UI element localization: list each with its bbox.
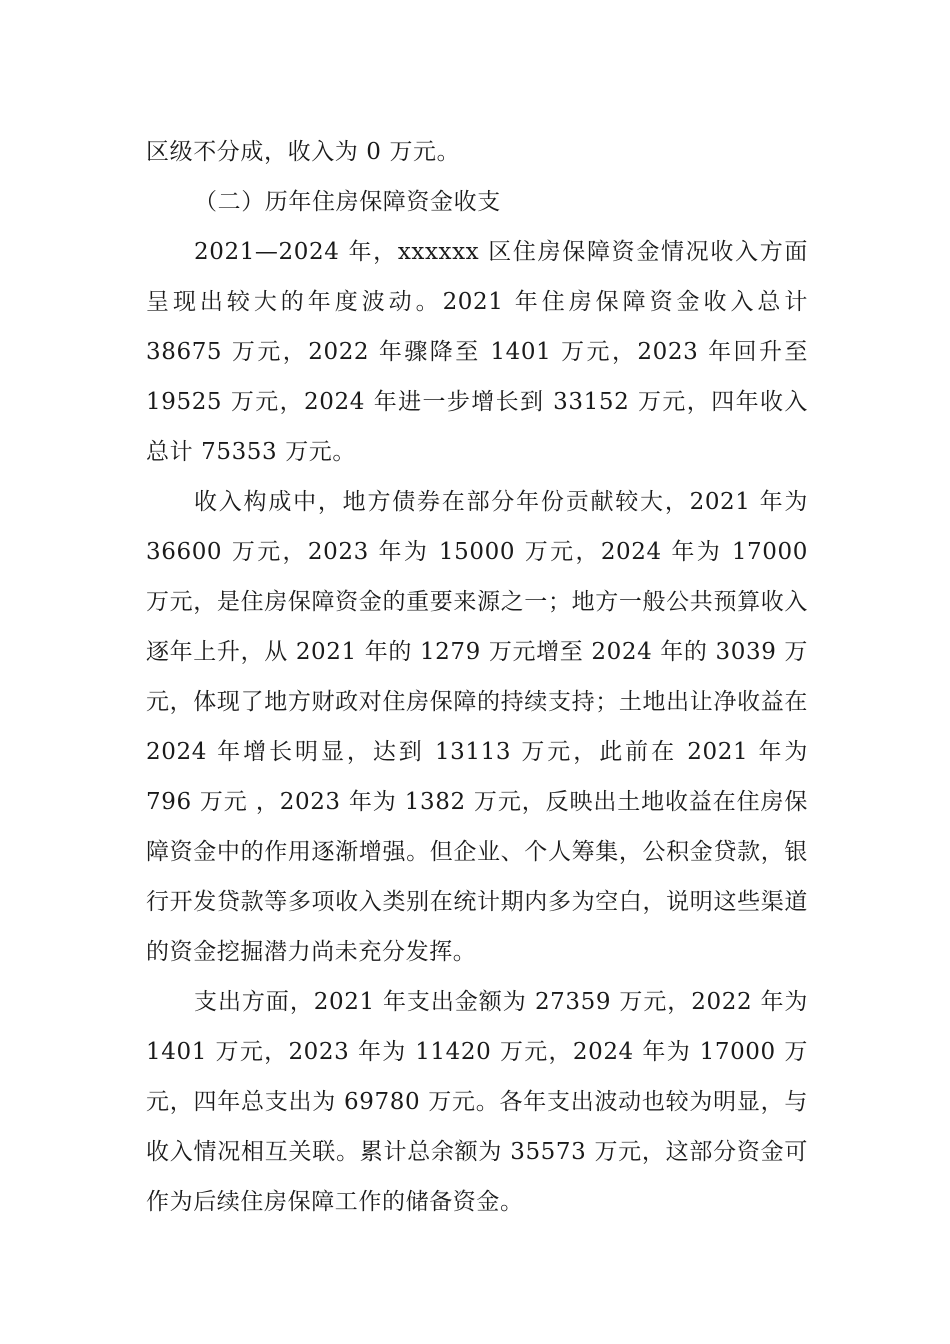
- section-heading: （二）历年住房保障资金收支: [194, 189, 501, 215]
- paragraph-income-composition: 收入构成中，地方债券在部分年份贡献较大，2021 年为 36600 万元，2023 年为 15000 万元，2024 年为 17000 万元，是住房保障资金的重要来源之一；地方一般公共预算收入逐年上升，从 2021 年的 1279 万元增至 2024 年的 3039 万元，体现了地方财政对住房保障的持续支持；土地出让净收益在 2024 年增长明显，达到 13113 万元，此前在 2021 年为 796 万元 ，2023 年为 1382 万元，反映出土地收益在住房保障资金中的作用逐渐增强。但企业、个人筹集，公积金贷款，银行开发贷款等多项收入类别在统计期内多为空白，说明这些渠道的资金挖掘潜力尚未充分发挥。: [146, 489, 808, 965]
- document-body: [146, 127, 808, 1227]
- paragraph-income-overview: 2021—2024 年，xxxxxx 区住房保障资金情况收入方面呈现出较大的年度波动。2021 年住房保障资金收入总计 38675 万元，2022 年骤降至 1401 万元，2023 年回升至 19525 万元，2024 年进一步增长到 33152 万元，四年收入总计 75353 万元。: [146, 239, 808, 465]
- paragraph-expenditure: 支出方面，2021 年支出金额为 27359 万元，2022 年为 1401 万元，2023 年为 11420 万元，2024 年为 17000 万元，四年总支出为 69780 万元。各年支出波动也较为明显，与收入情况相互关联。累计总余额为 35573 万元，这部分资金可作为后续住房保障工作的储备资金。: [146, 989, 808, 1215]
- paragraph-continuation: 区级不分成，收入为 0 万元。: [146, 139, 461, 165]
